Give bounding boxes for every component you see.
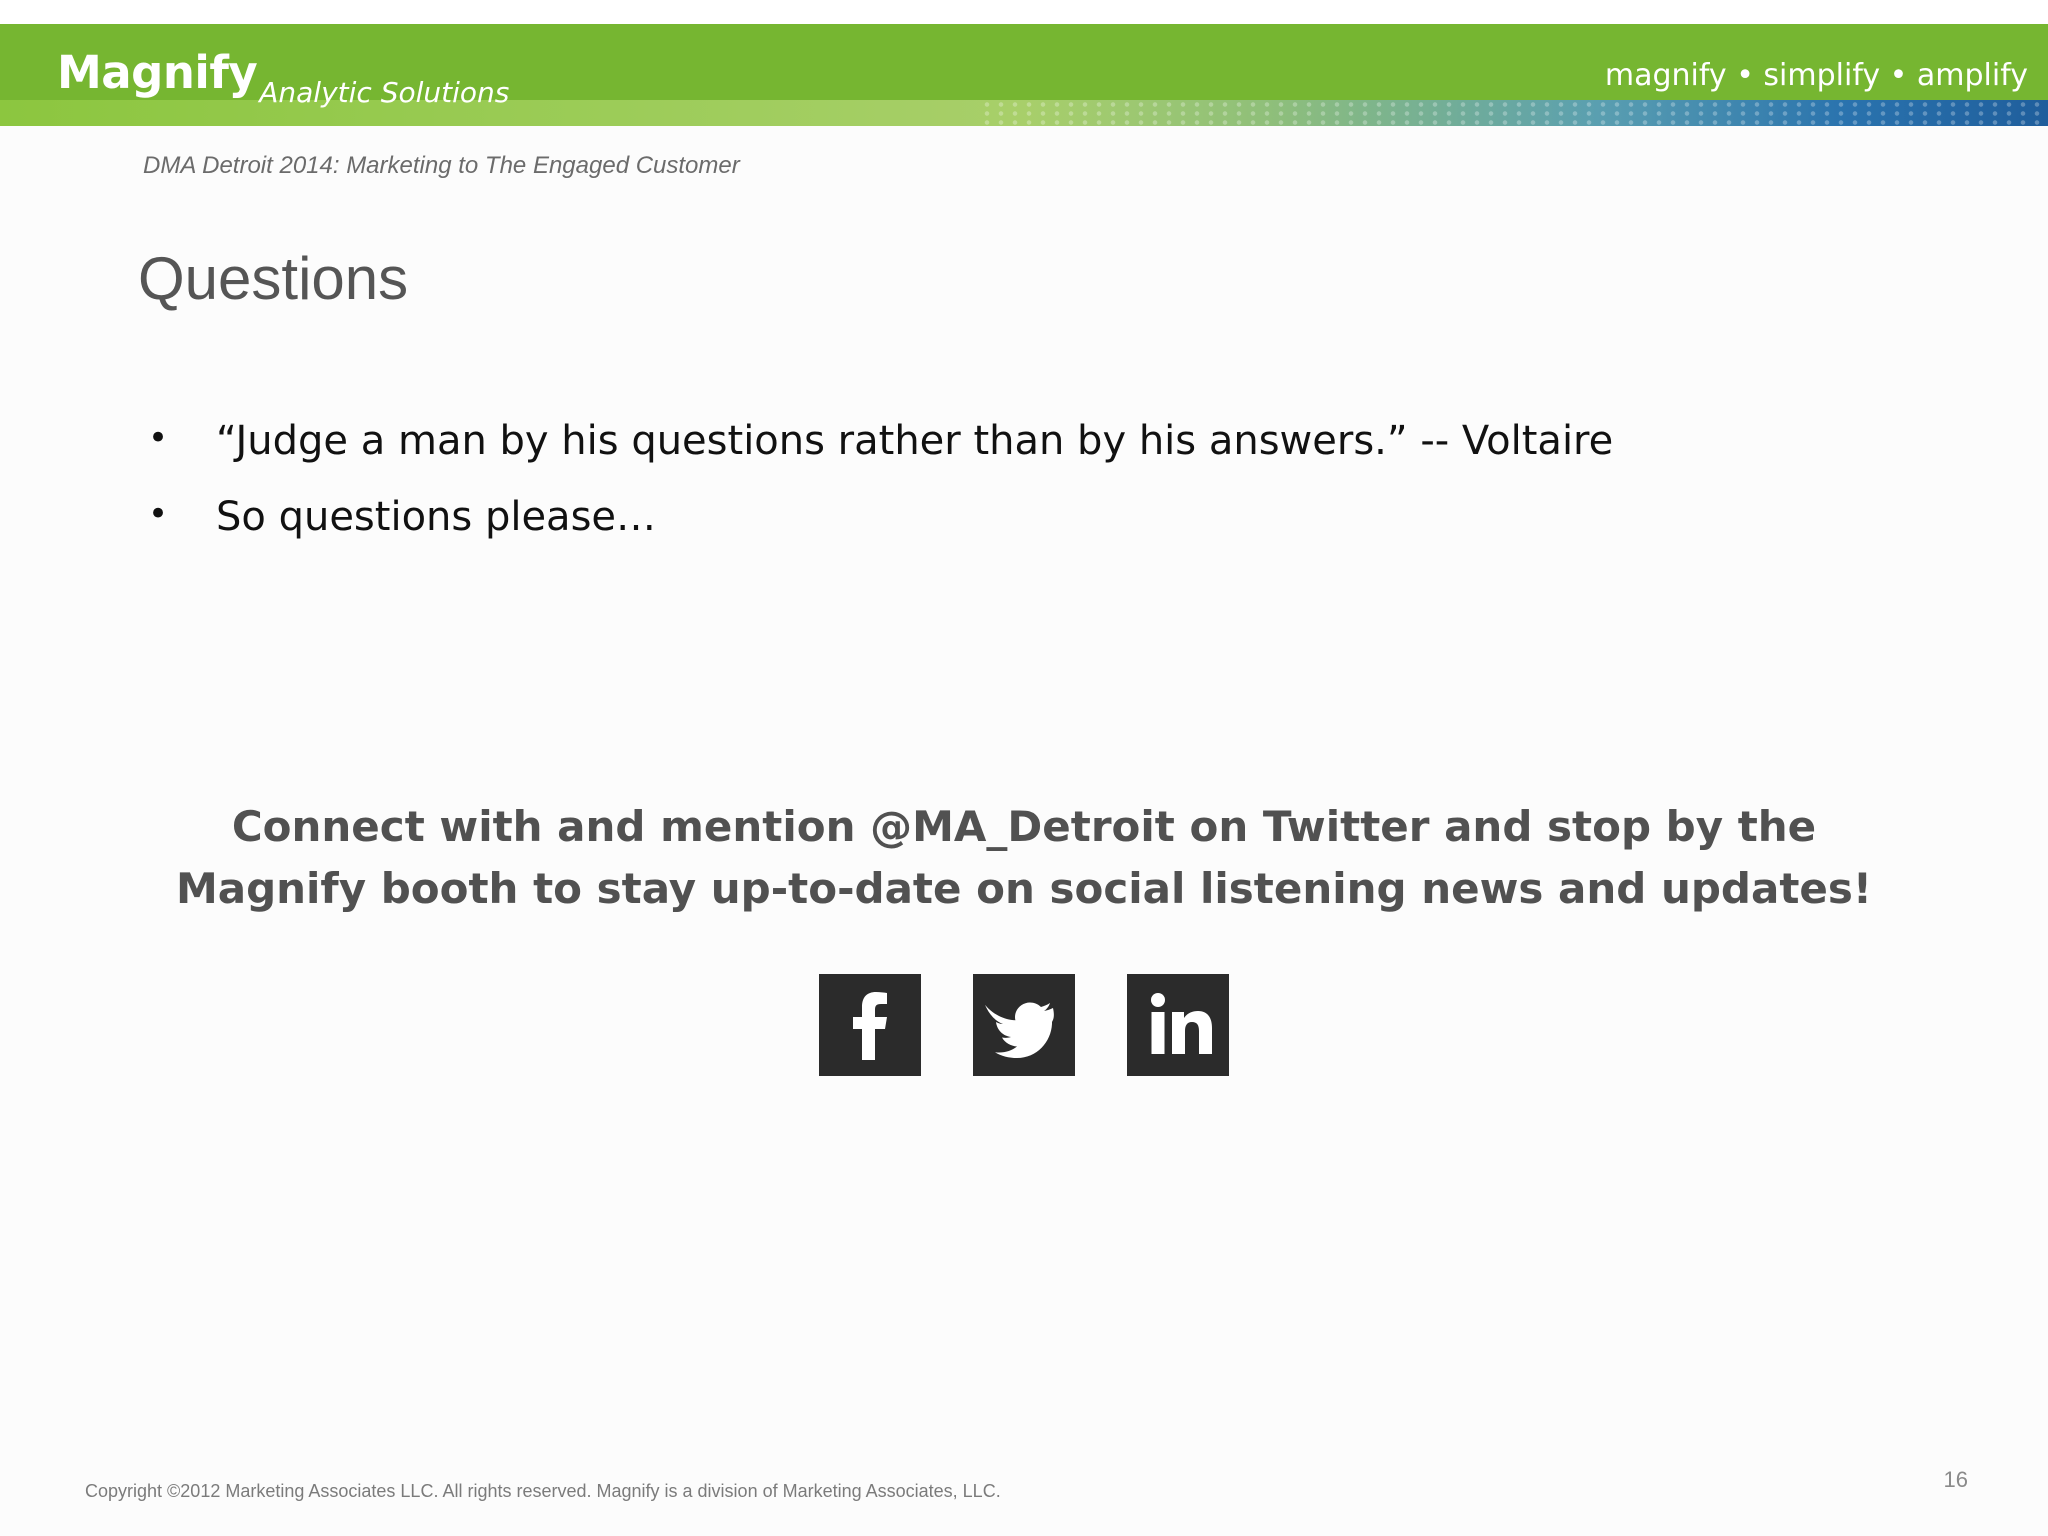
brand-name: Magnify (57, 46, 258, 99)
questions-prompt-text: So questions please… (216, 494, 657, 540)
page-title: Questions (138, 245, 409, 312)
call-to-action (0, 796, 2048, 920)
brand-tagline: magnify • simplify • amplify (1604, 58, 2028, 93)
cta-line-2: Magnify booth to stay up-to-date on social listening news and updates! (175, 864, 1873, 913)
twitter-icon[interactable] (973, 974, 1075, 1076)
bullet-marker: • (148, 418, 169, 458)
brand-subtitle: Analytic Solutions (259, 76, 510, 109)
cta-line-1: Connect with and mention @MA_Detroit on Twitter and stop by the (231, 802, 1817, 851)
bullet-marker: • (148, 494, 169, 534)
brand-logo (57, 46, 510, 109)
quote-text: “Judge a man by his questions rather than by his answers.” -- Voltaire (216, 418, 1614, 464)
facebook-icon[interactable] (819, 974, 921, 1076)
conference-subtitle: DMA Detroit 2014: Marketing to The Engaged Customer (143, 152, 740, 179)
page-number: 16 (1943, 1467, 1968, 1492)
linkedin-icon[interactable] (1127, 974, 1229, 1076)
header-banner (0, 24, 2048, 126)
copyright-notice: Copyright ©2012 Marketing Associates LLC. All rights reserved. Magnify is a division of Marketing Associates, LLC. (85, 1481, 1001, 1501)
top-margin (0, 0, 2048, 24)
banner-dot-pattern (980, 100, 2048, 126)
